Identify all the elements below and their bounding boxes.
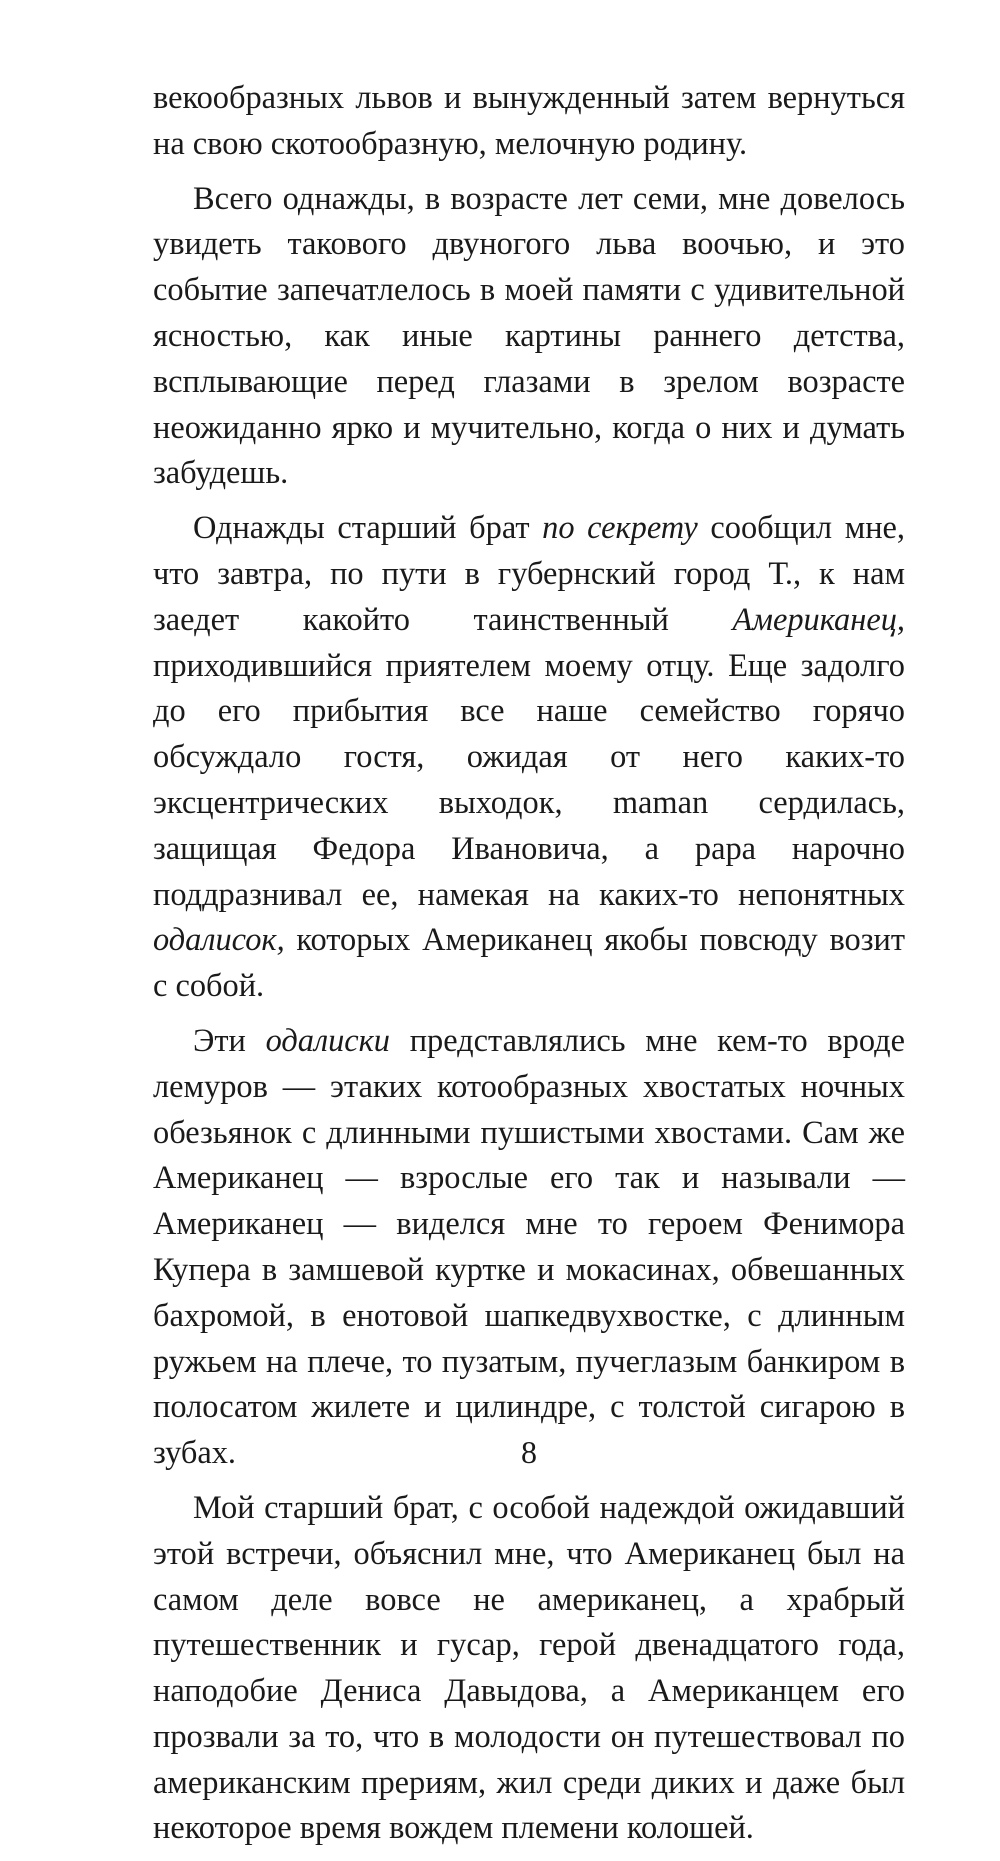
- paragraph: [153, 177, 905, 498]
- text-run: Всего однажды, в возрасте лет семи, мне довелось увидеть такового двуногого льва воочью, и это событие запечатлелось в моей памяти с удивительной ясностью, как иные картины раннего детства, всплывающие перед глазами в зрелом возрасте неожиданно ярко и мучительно, когда о них и думать забудешь.: [153, 180, 905, 492]
- paragraph: [153, 76, 905, 168]
- text-run: сообщил мне, что завтра, по пути в губернский город Т., к нам заедет какойто таинственный: [153, 510, 905, 638]
- italic-text: одалиски: [265, 1022, 390, 1059]
- text-run: векообразных львов и вынужденный затем вернуться на свою скотообразную, мелочную родину.: [153, 80, 905, 162]
- page-number: 8: [521, 1434, 537, 1470]
- italic-text: по секрету: [542, 510, 698, 547]
- paragraph: [153, 1019, 905, 1477]
- text-run: которых Американец якобы повсюду возит с собой.: [153, 922, 905, 1005]
- text-run: приходившийся приятелем моему отцу. Еще задолго до его прибытия все наше семейство горячо обсуждало гостя, ожидая от него каких-то эксцентрических выходок, maman сердилась, защищая Федора Ивановича, а papa нарочно поддразнивал ее, намекая на каких-то непонятных: [153, 647, 905, 913]
- italic-text: одалисок,: [153, 922, 285, 959]
- text-run: Эти: [193, 1022, 266, 1059]
- text-run: представлялись мне кем-то вроде лемуров — этаких котообразных хвостатых ночных обезьянок с длинными пушистыми хвостами. Сам же Американец — взрослые его так и называли — Американец — виделся мне то героем Фенимора Купера в замшевой куртке и мокасинах, обвешанных бахромой, в енотовой шапкедвухвостке, с длинным ружьем на плече, то пузатым, пучеглазым банкиром в полосатом жилете и цилиндре, с толстой сигарою в зубах.: [153, 1022, 905, 1472]
- page-body: [153, 76, 905, 1861]
- paragraph: [153, 1486, 905, 1852]
- paragraph: [153, 506, 905, 1010]
- text-run: Однажды старший брат: [193, 510, 543, 547]
- italic-text: Американец,: [732, 601, 905, 638]
- text-run: Мой старший брат, с особой надеждой ожидавший этой встречи, объяснил мне, что Американец был на самом деле вовсе не американец, а храбрый путешественник и гусар, герой двенадцатого года, наподобие Дениса Давыдова, а Американцем его прозвали за то, что в молодости он путешествовал по американским прериям, жил среди диких и даже был некоторое время вождем племени колошей.: [153, 1489, 905, 1847]
